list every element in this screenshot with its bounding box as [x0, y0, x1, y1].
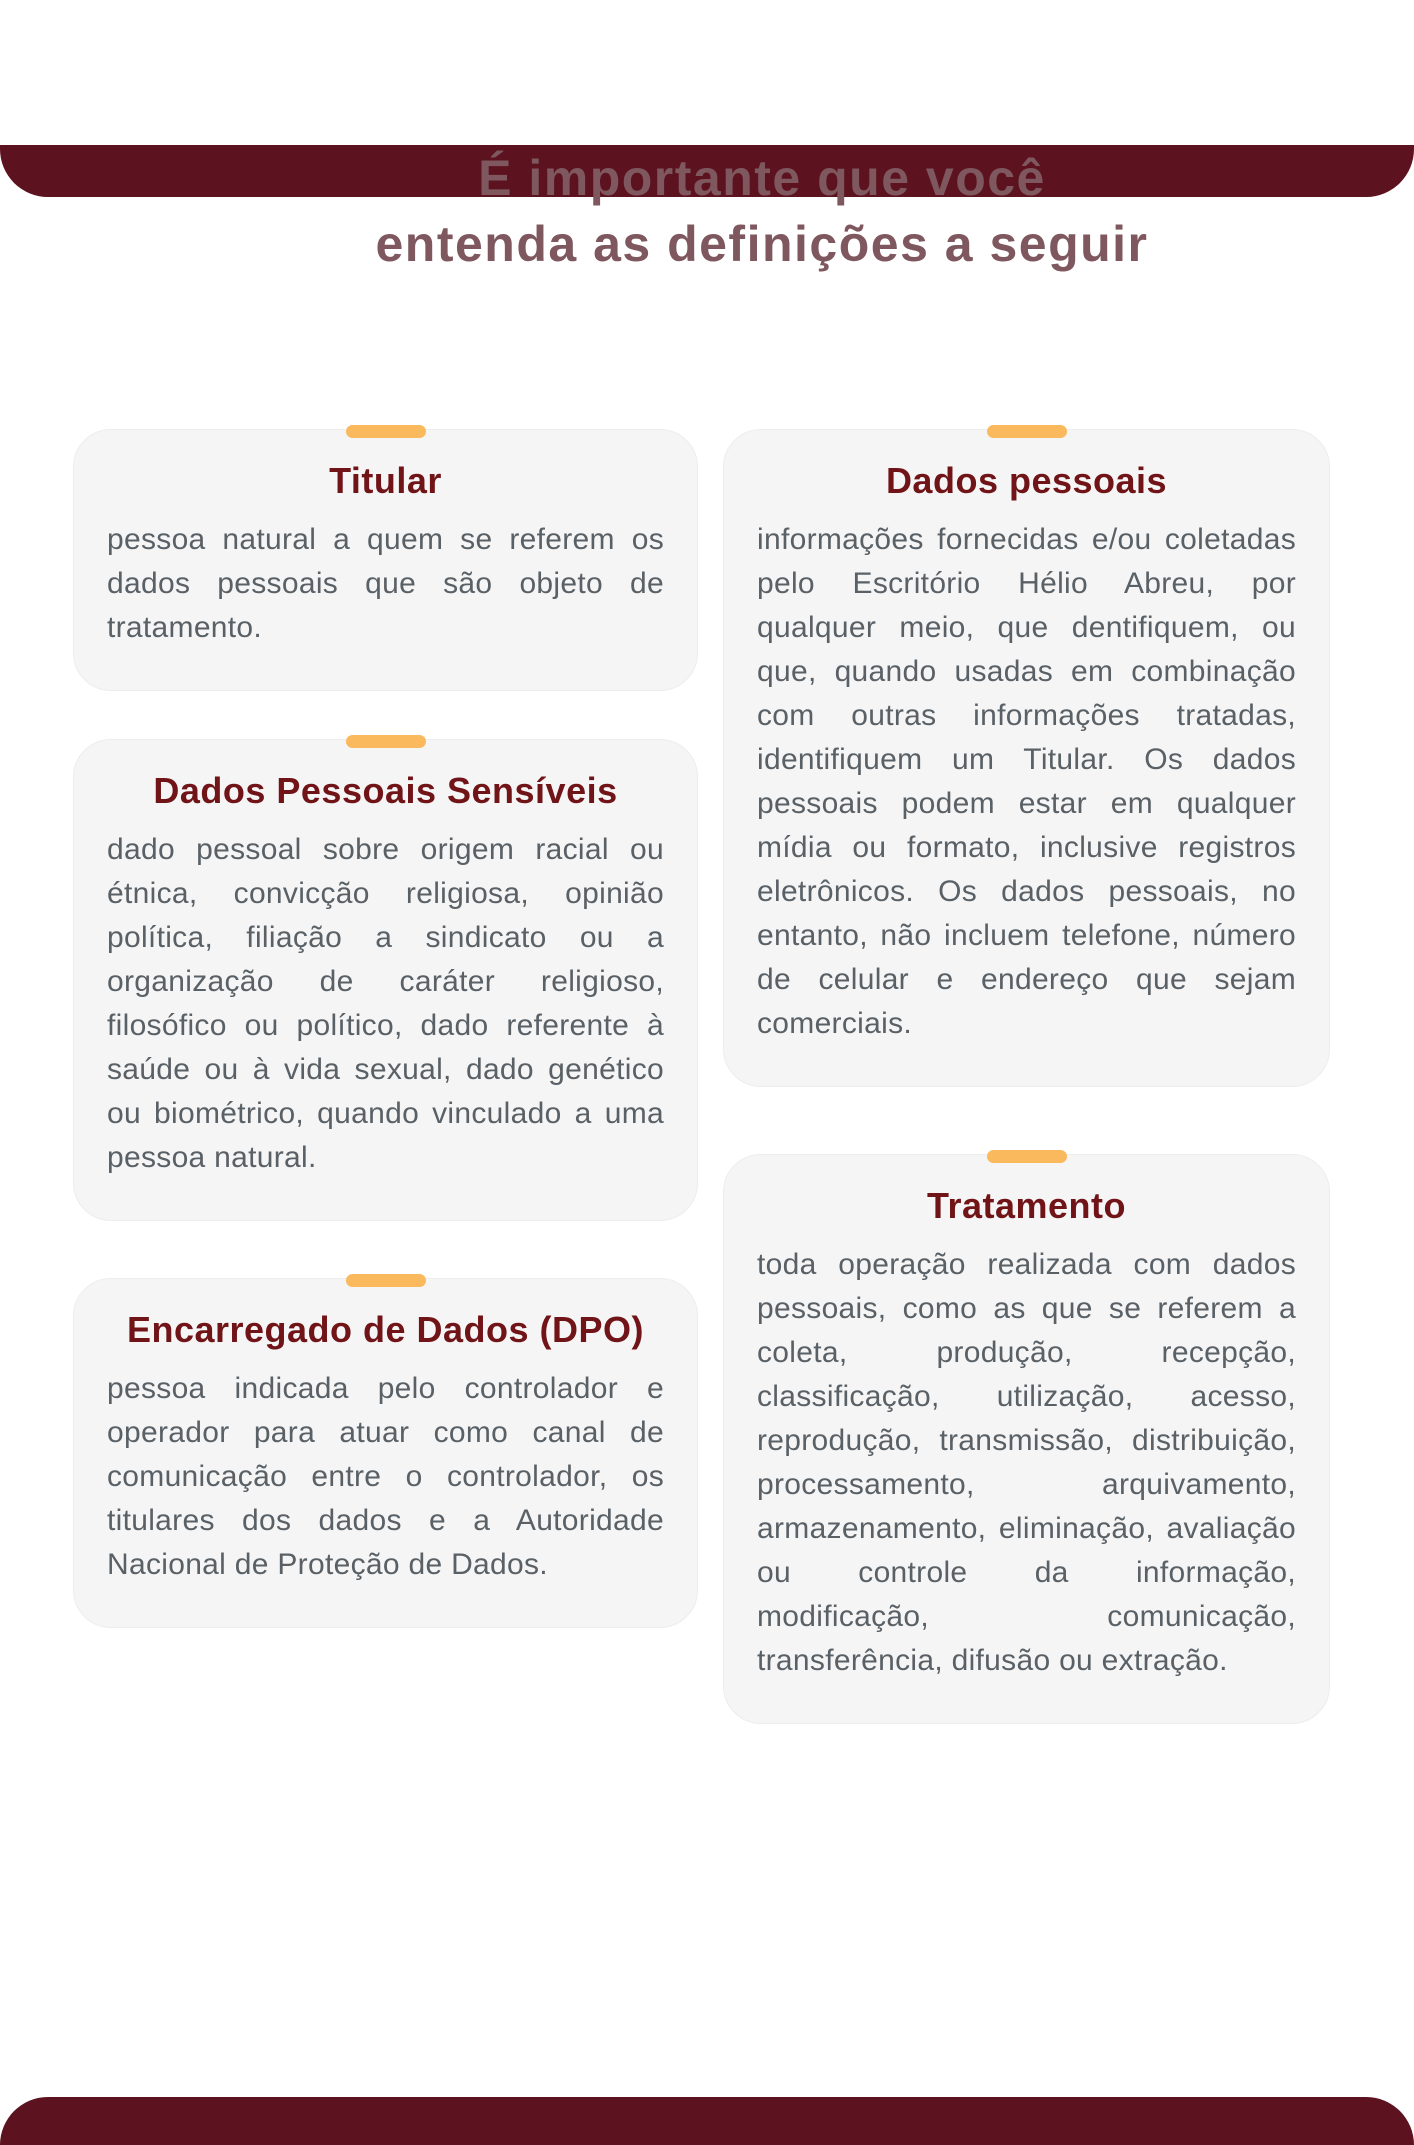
definition-card-dados-pessoais-sensiveis — [73, 739, 698, 1221]
card-body: pessoa indicada pelo controlador e operador para atuar como canal de comunicação entre o controlador, os titulares dos dados e a Autoridade Nacional de Proteção de Dados. — [107, 1372, 664, 1581]
footer-bar — [0, 2097, 1414, 2145]
card-body: pessoa natural a quem se referem os dados pessoais que são objeto de tratamento. — [107, 523, 664, 644]
accent-dash-icon — [987, 1150, 1067, 1163]
accent-dash-icon — [346, 425, 426, 438]
card-body: dado pessoal sobre origem racial ou étnica, convicção religiosa, opinião política, filiação a sindicato ou a organização de caráter religioso, filosófico ou político, dado referente à saúde ou à vida sexual, dado genético ou biométrico, quando vinculado a uma pessoa natural. — [107, 833, 664, 1174]
definition-card-dados-pessoais — [723, 429, 1330, 1087]
card-heading: Tratamento — [926, 1185, 1127, 1226]
infographic-page — [0, 145, 1414, 2145]
card-body: informações fornecidas e/ou coletadas pelo Escritório Hélio Abreu, por qualquer meio, que dentifiquem, ou que, quando usadas em combinação com outras informações tratadas, identifiquem um Titular. Os dados pessoais podem estar em qualquer mídia ou formato, inclusive registros eletrônicos. Os dados pessoais, no entanto, não incluem telefone, número de celular e endereço que sejam comerciais. — [757, 523, 1296, 1040]
page-title-line-2: entenda as definições a seguir — [375, 216, 1149, 272]
card-heading: Encarregado de Dados (DPO) — [126, 1309, 645, 1350]
page-title — [55, 145, 1414, 277]
column-left — [73, 429, 698, 1628]
definition-card-encarregado-dpo — [73, 1278, 698, 1628]
definition-card-titular — [73, 429, 698, 691]
card-heading: Dados pessoais — [885, 460, 1168, 501]
definitions-grid — [73, 429, 1330, 1724]
accent-dash-icon — [346, 735, 426, 748]
page-title-line-1: É importante que você — [478, 150, 1046, 206]
card-body: toda operação realizada com dados pessoais, como as que se referem a coleta, produção, recepção, classificação, utilização, acesso, reprodução, transmissão, distribuição, processamento, arquivamento, armazenamento, eliminação, avaliação ou controle da informação, modificação, comunicação, transferência, difusão ou extração. — [757, 1248, 1296, 1677]
accent-dash-icon — [987, 425, 1067, 438]
accent-dash-icon — [346, 1274, 426, 1287]
definition-card-tratamento — [723, 1154, 1330, 1724]
card-heading: Titular — [329, 460, 442, 501]
card-heading: Dados Pessoais Sensíveis — [153, 770, 618, 811]
column-right — [723, 429, 1330, 1724]
